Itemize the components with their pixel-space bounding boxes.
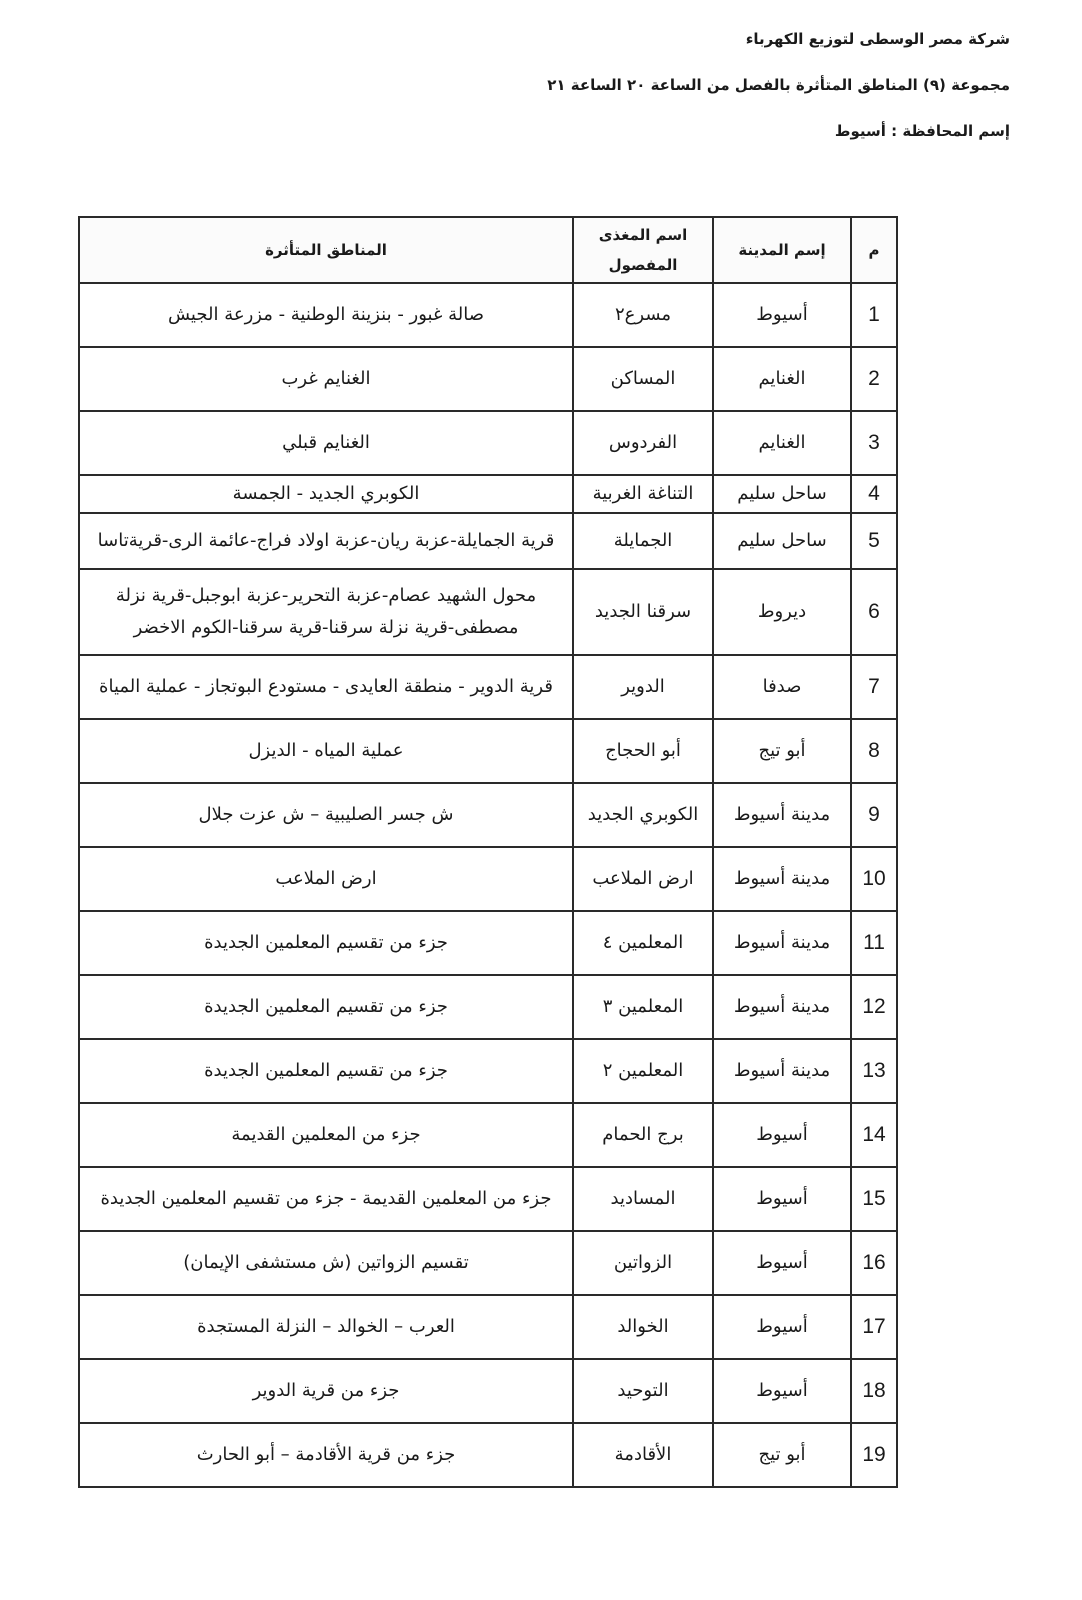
row-city: ديروط xyxy=(713,569,851,655)
row-areas: قرية الدوير - منطقة العايدى - مستودع البوتجاز - عملية المياة xyxy=(79,655,573,719)
table-row xyxy=(79,1423,897,1487)
row-city: أسيوط xyxy=(713,1295,851,1359)
row-areas: جزء من قرية الأقادمة – أبو الحارث xyxy=(79,1423,573,1487)
table-row xyxy=(79,475,897,513)
row-number: 11 xyxy=(851,911,897,975)
table-row xyxy=(79,569,897,655)
table-row xyxy=(79,847,897,911)
row-number: 4 xyxy=(851,475,897,513)
row-city: أسيوط xyxy=(713,1231,851,1295)
row-number: 5 xyxy=(851,513,897,569)
row-feeder: المساكن xyxy=(573,347,713,411)
row-number: 8 xyxy=(851,719,897,783)
document-header xyxy=(110,28,1010,166)
row-city: مدينة أسيوط xyxy=(713,975,851,1039)
table-row xyxy=(79,1359,897,1423)
table-row xyxy=(79,655,897,719)
row-feeder: الخوالد xyxy=(573,1295,713,1359)
row-areas: صالة غبور - بنزينة الوطنية - مزرعة الجيش xyxy=(79,283,573,347)
group-title: مجموعة (٩) المناطق المتأثرة بالفصل من الساعة ٢٠ الساعة ٢١ xyxy=(547,76,1010,94)
row-number: 13 xyxy=(851,1039,897,1103)
affected-areas-table xyxy=(78,216,898,1488)
row-feeder: التناغة الغربية xyxy=(573,475,713,513)
row-areas: جزء من المعلمين القديمة xyxy=(79,1103,573,1167)
row-feeder: الأقادمة xyxy=(573,1423,713,1487)
row-number: 3 xyxy=(851,411,897,475)
table-row xyxy=(79,1167,897,1231)
table-row xyxy=(79,975,897,1039)
table-row xyxy=(79,911,897,975)
header-num: م xyxy=(851,217,897,283)
row-feeder: الجمايلة xyxy=(573,513,713,569)
row-number: 10 xyxy=(851,847,897,911)
row-city: مدينة أسيوط xyxy=(713,1039,851,1103)
header-city: إسم المدينة xyxy=(713,217,851,283)
row-areas: ش جسر الصليبية – ش عزت جلال xyxy=(79,783,573,847)
row-feeder: المعلمين ٢ xyxy=(573,1039,713,1103)
row-areas: ارض الملاعب xyxy=(79,847,573,911)
header-areas: المناطق المتأثرة xyxy=(79,217,573,283)
row-areas: جزء من المعلمين القديمة - جزء من تقسيم المعلمين الجديدة xyxy=(79,1167,573,1231)
row-feeder: التوحيد xyxy=(573,1359,713,1423)
row-number: 18 xyxy=(851,1359,897,1423)
row-number: 14 xyxy=(851,1103,897,1167)
table-row xyxy=(79,1231,897,1295)
row-city: مدينة أسيوط xyxy=(713,911,851,975)
row-city: ساحل سليم xyxy=(713,513,851,569)
row-areas: جزء من تقسيم المعلمين الجديدة xyxy=(79,1039,573,1103)
row-city: مدينة أسيوط xyxy=(713,847,851,911)
table-row xyxy=(79,283,897,347)
row-feeder: الزواتين xyxy=(573,1231,713,1295)
table-row xyxy=(79,347,897,411)
row-feeder: سرقنا الجديد xyxy=(573,569,713,655)
table-header-row xyxy=(79,217,897,283)
table-row xyxy=(79,513,897,569)
row-areas: محول الشهيد عصام-عزبة التحرير-عزبة ابوجبل-قرية نزلة مصطفى-قرية نزلة سرقنا-قرية سرقنا-الكوم الاخضر xyxy=(79,569,573,655)
governorate-label: إسم المحافظة : أسيوط xyxy=(834,122,1010,140)
row-areas: الغنايم قبلي xyxy=(79,411,573,475)
row-city: أسيوط xyxy=(713,283,851,347)
row-city: الغنايم xyxy=(713,347,851,411)
table-row xyxy=(79,1295,897,1359)
row-areas: جزء من قرية الدوير xyxy=(79,1359,573,1423)
row-number: 7 xyxy=(851,655,897,719)
row-areas: العرب – الخوالد – النزلة المستجدة xyxy=(79,1295,573,1359)
row-number: 12 xyxy=(851,975,897,1039)
table-row xyxy=(79,1039,897,1103)
row-number: 6 xyxy=(851,569,897,655)
table-row xyxy=(79,719,897,783)
table-row xyxy=(79,1103,897,1167)
row-city: أبو تيج xyxy=(713,1423,851,1487)
row-areas: عملية المياه - الديزل xyxy=(79,719,573,783)
row-city: أسيوط xyxy=(713,1103,851,1167)
row-feeder: مسرع٢ xyxy=(573,283,713,347)
table-body xyxy=(79,283,897,1487)
row-city: أسيوط xyxy=(713,1359,851,1423)
row-areas: الكوبري الجديد - الجمسة xyxy=(79,475,573,513)
row-feeder: برج الحمام xyxy=(573,1103,713,1167)
row-city: صدفا xyxy=(713,655,851,719)
table-row xyxy=(79,783,897,847)
row-number: 1 xyxy=(851,283,897,347)
company-name: شركة مصر الوسطى لتوزيع الكهرباء xyxy=(745,30,1010,48)
row-city: ساحل سليم xyxy=(713,475,851,513)
row-feeder: الفردوس xyxy=(573,411,713,475)
row-number: 17 xyxy=(851,1295,897,1359)
row-number: 2 xyxy=(851,347,897,411)
row-number: 19 xyxy=(851,1423,897,1487)
row-number: 15 xyxy=(851,1167,897,1231)
row-feeder: ارض الملاعب xyxy=(573,847,713,911)
row-feeder: المعلمين ٣ xyxy=(573,975,713,1039)
row-areas: تقسيم الزواتين (ش مستشفى الإيمان) xyxy=(79,1231,573,1295)
row-areas: قرية الجمايلة-عزبة ريان-عزبة اولاد فراج-عائمة الرى-قريةتاسا xyxy=(79,513,573,569)
row-feeder: الدوير xyxy=(573,655,713,719)
row-feeder: المعلمين ٤ xyxy=(573,911,713,975)
row-areas: جزء من تقسيم المعلمين الجديدة xyxy=(79,975,573,1039)
row-city: مدينة أسيوط xyxy=(713,783,851,847)
row-number: 16 xyxy=(851,1231,897,1295)
row-city: الغنايم xyxy=(713,411,851,475)
row-feeder: الكوبري الجديد xyxy=(573,783,713,847)
row-number: 9 xyxy=(851,783,897,847)
row-feeder: المساديد xyxy=(573,1167,713,1231)
row-feeder: أبو الحجاج xyxy=(573,719,713,783)
table-row xyxy=(79,411,897,475)
row-city: أبو تيج xyxy=(713,719,851,783)
row-city: أسيوط xyxy=(713,1167,851,1231)
row-areas: الغنايم غرب xyxy=(79,347,573,411)
row-areas: جزء من تقسيم المعلمين الجديدة xyxy=(79,911,573,975)
header-feeder: اسم المغذى المفصول xyxy=(573,217,713,283)
